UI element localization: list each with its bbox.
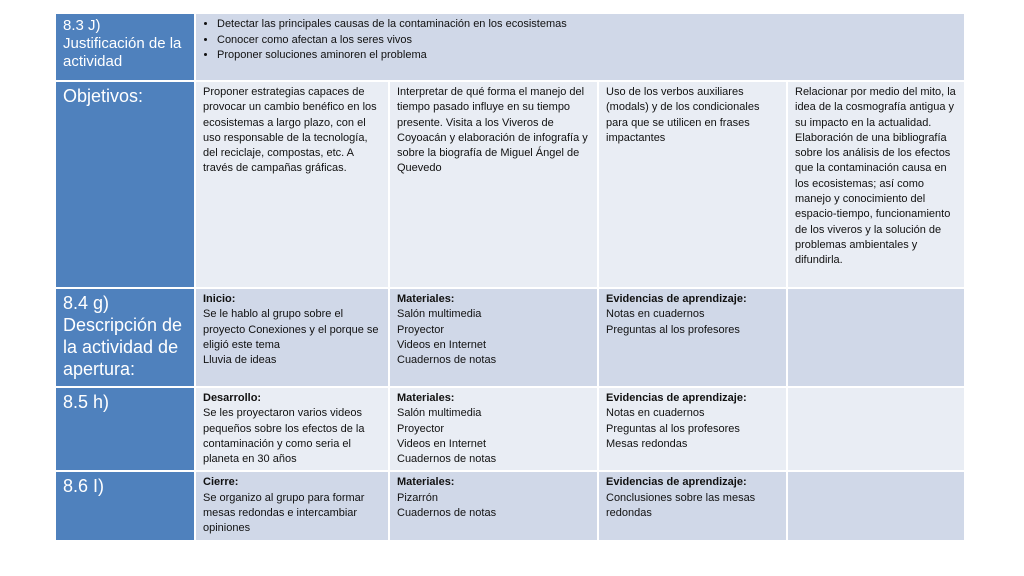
- materiales-item: Salón multimedia: [397, 308, 482, 321]
- row-justificacion: [56, 14, 966, 82]
- materiales-item: Pizarrón: [397, 491, 438, 504]
- materiales-item: Videos en Internet: [397, 437, 487, 450]
- materiales-item: Cuadernos de notas: [397, 507, 497, 520]
- evidencias-item: Conclusiones sobre las mesas redondas: [606, 491, 756, 520]
- evidencias-cell: [599, 388, 788, 472]
- evidencias-item: Preguntas al los profesores: [606, 323, 740, 336]
- row-cierre: [56, 472, 966, 541]
- materiales-label: Materiales:: [397, 392, 455, 404]
- evidencias-item: Mesas redondas: [606, 437, 688, 450]
- objetivo-cell-1: [196, 82, 390, 289]
- objetivo-text: Elaboración de una bibliografía sobre los análisis de los efectos que la contaminación causa en los ecosistemas; así como manejo y conocimiento del espacio-tiempo, funcionamiento de los viveros y la solución de problemas ambientales y difundirla.: [795, 131, 951, 267]
- evidencias-item: Notas en cuadernos: [606, 308, 705, 321]
- materiales-item: Salón multimedia: [397, 407, 482, 420]
- justificacion-bullet: • Detectar las principales causas de la contaminación en los ecosistemas: [217, 17, 958, 33]
- header-cierre-text: 8.6 I): [63, 476, 105, 497]
- header-desarrollo: [56, 388, 196, 472]
- desarrollo-label: Desarrollo:: [203, 392, 262, 404]
- materiales-item: Proyector: [397, 323, 445, 336]
- inicio-extra: Lluvia de ideas: [203, 354, 277, 367]
- justificacion-bullet: • Proponer soluciones aminoren el problema: [217, 48, 958, 64]
- empty-cell: [788, 472, 966, 541]
- desarrollo-text: Se les proyectaron varios videos pequeños sobre los efectos de la contaminación y como seria el planeta en 30 años: [203, 407, 365, 466]
- materiales-label: Materiales:: [397, 293, 455, 305]
- inicio-cell: [196, 289, 390, 388]
- evidencias-item: Notas en cuadernos: [606, 407, 705, 420]
- evidencias-cell: [599, 472, 788, 541]
- header-justificacion: [56, 14, 196, 82]
- materiales-item: Cuadernos de notas: [397, 354, 497, 367]
- objetivo-text: Interpretar de qué forma el manejo del tiempo pasado influye en su tiempo presente. Visita a los Viveros de Coyoacán y elaboración de infografía y sobre la biografía de Miguel Ángel de Quevedo: [397, 86, 588, 175]
- evidencias-label: Evidencias de aprendizaje:: [606, 476, 747, 489]
- row-desarrollo: [56, 388, 966, 472]
- empty-cell: [788, 388, 966, 472]
- objetivo-cell-3: [599, 82, 788, 289]
- materiales-cell: [390, 472, 599, 541]
- materiales-cell: [390, 289, 599, 388]
- materiales-item: Cuadernos de notas: [397, 453, 497, 466]
- evidencias-label: Evidencias de aprendizaje:: [606, 392, 747, 404]
- justificacion-bullet: • Conocer como afectan a los seres vivos: [217, 33, 958, 49]
- header-apertura-text: 8.4 g) Descripción de la actividad de apertura:: [63, 293, 183, 379]
- empty-cell: [788, 289, 966, 388]
- header-objetivos-text: Objetivos:: [63, 86, 144, 106]
- cierre-cell: [196, 472, 390, 541]
- header-objetivos: [56, 82, 196, 289]
- evidencias-label: Evidencias de aprendizaje:: [606, 293, 747, 305]
- cierre-label: Cierre:: [203, 476, 239, 489]
- header-desarrollo-text: 8.5 h): [63, 392, 110, 412]
- cierre-text: Se organizo al grupo para formar mesas redondas e intercambiar opiniones: [203, 491, 365, 535]
- header-justificacion-line-1: 8.3 J): [63, 17, 101, 34]
- activity-plan-table: [56, 14, 966, 542]
- objetivo-text: Uso de los verbos auxiliares (modals) y de los condicionales para que se utilicen en frases impactantes: [606, 86, 760, 144]
- materiales-label: Materiales:: [397, 476, 455, 489]
- materiales-cell: [390, 388, 599, 472]
- header-cierre: [56, 472, 196, 541]
- objetivo-cell-2: [390, 82, 599, 289]
- evidencias-cell: [599, 289, 788, 388]
- inicio-text: Se le hablo al grupo sobre el proyecto Conexiones y el porque se eligió este tema: [203, 308, 379, 351]
- header-justificacion-line-3: actividad: [63, 53, 123, 70]
- header-apertura: [56, 289, 196, 388]
- materiales-item: Videos en Internet: [397, 338, 487, 351]
- inicio-label: Inicio:: [203, 293, 236, 305]
- justificacion-bullet-list: [203, 17, 958, 64]
- evidencias-item: Preguntas al los profesores: [606, 422, 740, 435]
- header-justificacion-line-2: Justificación de la: [63, 35, 182, 52]
- objetivo-text: Relacionar por medio del mito, la idea de la cosmografía antigua y su impacto en la actualidad.: [795, 86, 956, 129]
- objetivo-cell-4: [788, 82, 966, 289]
- objetivo-text: Proponer estrategias capaces de provocar un cambio benéfico en los ecosistemas a largo plazo, con el uso responsable de la tecnología, del reciclaje, compostas, etc. A través de campañas gráficas.: [203, 86, 377, 175]
- justificacion-content: [196, 14, 966, 82]
- row-objetivos: [56, 82, 966, 289]
- desarrollo-cell: [196, 388, 390, 472]
- row-apertura: [56, 289, 966, 388]
- materiales-item: Proyector: [397, 422, 445, 435]
